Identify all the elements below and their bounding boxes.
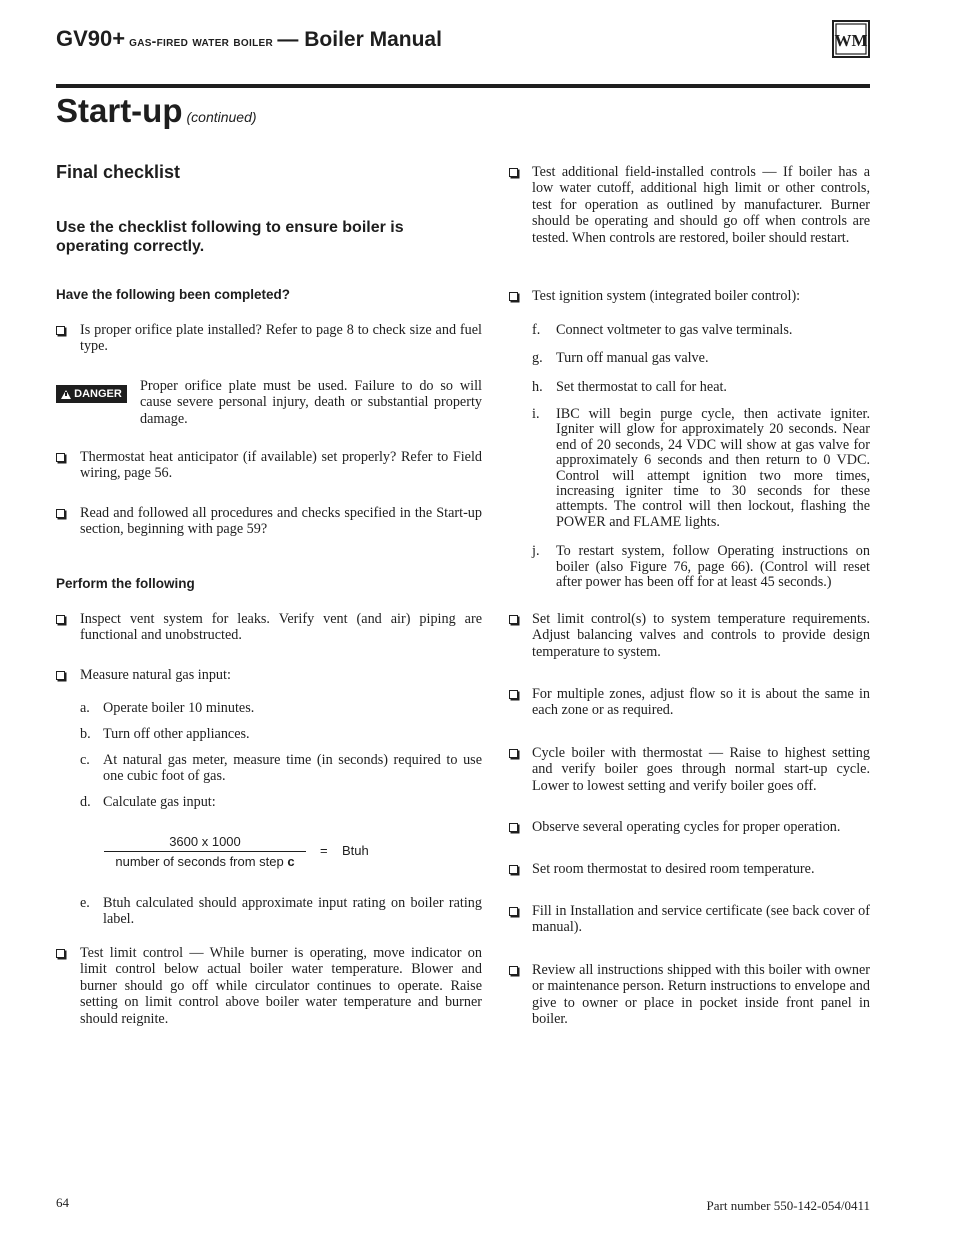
item-text: Test additional field-installed controls — If boiler has a low water cutoff, additional high limit or other controls, test for operation as outlined by manufacturer. Burner should be operating and should go off when controls are tested. When controls are restored, boiler should restart.: [532, 164, 870, 246]
ignition-step: [532, 350, 870, 366]
step-label: i.: [532, 406, 540, 422]
logo-text: WM: [834, 31, 868, 50]
formula-denominator: [104, 854, 306, 869]
subheading-perform: Perform the following: [56, 576, 195, 591]
measure-step: [80, 726, 482, 742]
checkbox-icon[interactable]: [509, 168, 518, 177]
manual-name: — Boiler Manual: [277, 28, 442, 51]
step-text: Operate boiler 10 minutes.: [103, 700, 255, 716]
checkbox-icon[interactable]: [56, 453, 65, 462]
logo-mark-icon: [834, 22, 868, 56]
formula-equals: =: [320, 843, 328, 858]
checkbox-icon[interactable]: [509, 966, 518, 975]
model-name: GV90+: [56, 26, 126, 51]
checkbox-icon[interactable]: [509, 615, 518, 624]
formula-result: Btuh: [342, 843, 369, 858]
measure-step: [80, 752, 482, 784]
checklist-item-measure: [56, 667, 482, 683]
step-text: To restart system, follow Operating instructions on boiler (also Figure 76, page 66). (Control will reset after power has been off for at least 45 seconds.): [556, 543, 870, 591]
item-text: Observe several operating cycles for proper operation.: [532, 819, 841, 835]
step-text: Btuh calculated should approximate input rating on boiler rating label.: [103, 895, 482, 927]
step-text: Turn off manual gas valve.: [556, 350, 709, 366]
step-label: j.: [532, 543, 540, 559]
checkbox-icon[interactable]: [56, 949, 65, 958]
item-text: Cycle boiler with thermostat — Raise to highest setting and verify boiler goes through normal start-up cycle. Lower to lowest setting and verify boiler goes off.: [532, 745, 870, 794]
item-text: Measure natural gas input:: [80, 667, 231, 683]
measure-step: [80, 700, 482, 716]
checkbox-icon[interactable]: [509, 749, 518, 758]
step-label: a.: [80, 700, 90, 716]
measure-step: [80, 794, 482, 810]
denominator-step: c: [287, 854, 295, 869]
step-text: Turn off other appliances.: [103, 726, 250, 742]
danger-text: Proper orifice plate must be used. Failure to do so will cause severe personal injury, death or substantial property damage.: [140, 378, 482, 427]
checklist-item-additional: [509, 164, 870, 246]
item-text: Review all instructions shipped with this boiler with owner or maintenance person. Return instructions to envelope and give to owner or place in pocket inside front panel in boiler.: [532, 962, 870, 1028]
page-number: 64: [56, 1195, 69, 1210]
checklist-item-zones: [509, 686, 870, 719]
part-number: Part number 550-142-054/0411: [706, 1198, 870, 1213]
step-text: Connect voltmeter to gas valve terminals.: [556, 322, 793, 338]
item-text: Inspect vent system for leaks. Verify vent (and air) piping are functional and unobstructed.: [80, 611, 482, 644]
step-label: h.: [532, 379, 543, 395]
measure-step: [80, 895, 482, 927]
danger-text-block: [140, 378, 482, 427]
checkbox-icon[interactable]: [56, 326, 65, 335]
step-text: Calculate gas input:: [103, 794, 216, 810]
checkbox-icon[interactable]: [56, 671, 65, 680]
step-text: At natural gas meter, measure time (in seconds) required to use one cubic foot of gas.: [103, 752, 482, 784]
checkbox-icon[interactable]: [509, 907, 518, 916]
page-title-main: Start-up: [56, 92, 183, 129]
section-heading: Final checklist: [56, 162, 181, 182]
formula-numerator: 3600 x 1000: [169, 834, 241, 849]
item-text: Read and followed all procedures and checks specified in the Start-up section, beginning with page 59?: [80, 505, 482, 538]
checklist-item-setlimit: [509, 611, 870, 660]
ignition-step: [532, 322, 870, 338]
denominator-text: number of seconds from step: [115, 854, 284, 869]
warning-triangle-icon: [61, 390, 71, 399]
page-title: [56, 92, 257, 130]
step-label: f.: [532, 322, 541, 338]
checklist-item-ignition: [509, 288, 870, 304]
ignition-step: [532, 379, 870, 395]
intro-text: Use the checklist following to ensure boiler is operating correctly.: [56, 219, 404, 255]
danger-notice: [56, 376, 482, 432]
ignition-step: [532, 407, 870, 530]
gas-input-formula: [56, 834, 482, 874]
step-label: e.: [80, 895, 90, 911]
step-text: Set thermostat to call for heat.: [556, 379, 727, 395]
checkbox-icon[interactable]: [509, 823, 518, 832]
item-text: Test ignition system (integrated boiler control):: [532, 288, 801, 304]
item-text: Test limit control — While burner is operating, move indicator on limit control below actual boiler water temperature. Blower and burner should go off while circulator continues to operate. Raise setting on limit control above boiler water temperature and burner should reignite.: [80, 945, 482, 1027]
page-header: [56, 22, 870, 86]
step-label: b.: [80, 726, 91, 742]
step-text: IBC will begin purge cycle, then activate igniter. Igniter will glow for approximately 20 seconds. Near end of 20 seconds, 24 VDC will show at gas valve for approximately 6 seconds and then return to 0 VDC. Control will attempt ignition two more times, increasing igniter time to 30 seconds for these attempts. The control will then lockout, flashing the POWER and FLAME lights.: [556, 406, 870, 530]
item-text: For multiple zones, adjust flow so it is about the same in each zone or as required.: [532, 686, 870, 719]
checkbox-icon[interactable]: [56, 509, 65, 518]
item-text: Set limit control(s) to system temperature requirements. Adjust balancing valves and controls to provide design temperature to system.: [532, 611, 870, 660]
danger-badge: [56, 385, 127, 403]
item-text: Set room thermostat to desired room temperature.: [532, 861, 815, 877]
danger-label: DANGER: [74, 388, 122, 400]
checklist-item-thermostat: [56, 449, 482, 482]
checklist-item-orifice: [56, 322, 482, 355]
item-text: Is proper orifice plate installed? Refer to page 8 to check size and fuel type.: [80, 322, 482, 355]
checklist-item-limit: [56, 945, 482, 1027]
checklist-item-review: [509, 962, 870, 1028]
subheading-completed: Have the following been completed?: [56, 287, 291, 302]
boiler-type: gas-fired water boiler: [129, 33, 273, 49]
step-label: g.: [532, 350, 543, 366]
item-text: Fill in Installation and service certificate (see back cover of manual).: [532, 903, 870, 936]
checklist-item-room: [509, 861, 870, 877]
weil-mclain-logo: [832, 20, 870, 58]
ignition-step: [532, 544, 870, 591]
checkbox-icon[interactable]: [509, 690, 518, 699]
checkbox-icon[interactable]: [509, 865, 518, 874]
checklist-item-observe: [509, 819, 870, 835]
fraction-bar: [104, 851, 306, 852]
checkbox-icon[interactable]: [56, 615, 65, 624]
checkbox-icon[interactable]: [509, 292, 518, 301]
formula: [104, 834, 484, 874]
header-title: [56, 26, 442, 52]
header-rule: [56, 84, 870, 88]
checklist-item-certificate: [509, 903, 870, 936]
checklist-item-cycle: [509, 745, 870, 794]
checklist-item-procedures: [56, 505, 482, 538]
step-label: c.: [80, 752, 90, 768]
item-text: Thermostat heat anticipator (if available) set properly? Refer to Field wiring, page 56.: [80, 449, 482, 482]
step-label: d.: [80, 794, 91, 810]
page-title-continued: (continued): [186, 109, 257, 125]
checklist-item-vent: [56, 611, 482, 644]
